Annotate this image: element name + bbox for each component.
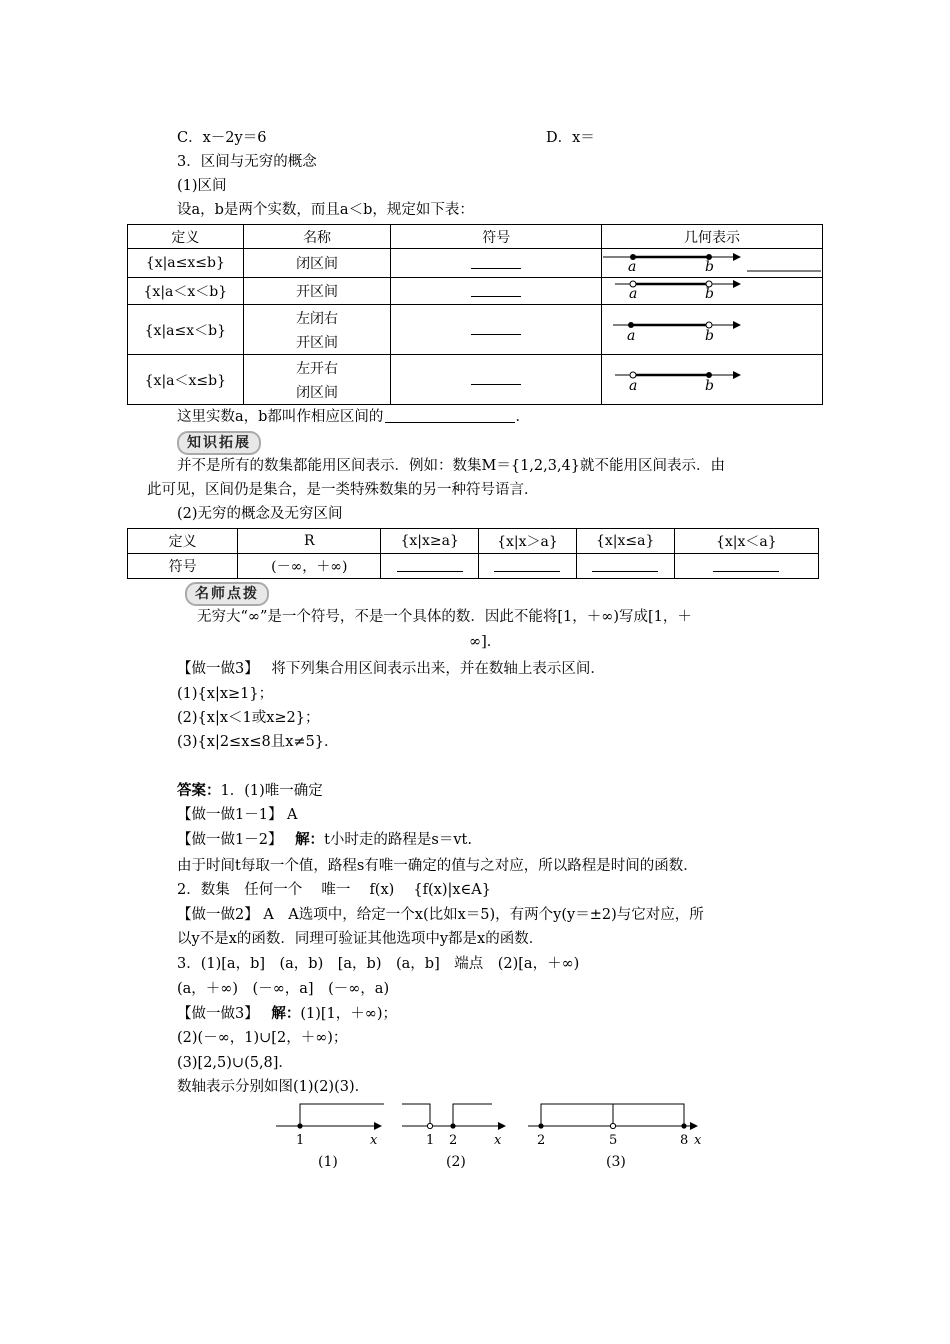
label-b: b <box>705 327 714 343</box>
cell-blank <box>576 554 674 579</box>
fig3-axis-label: x <box>694 1133 702 1148</box>
row-name-line2: 开区间 <box>296 334 339 351</box>
answer-line9: (a，＋∞) (－∞，a] (－∞，a) <box>177 981 390 997</box>
row-symbol-blank <box>391 278 602 305</box>
try3-item1: (1){x|x≥1}； <box>177 686 274 702</box>
row-name <box>243 355 391 405</box>
fig1-tick-1: 1 <box>296 1133 305 1148</box>
row-geometry <box>602 355 823 405</box>
answer-10-head: 【做一做3】 <box>177 1006 259 1022</box>
header-geometry: 几何表示 <box>602 225 823 249</box>
try3-item2: (2){x|x＜1或x≥2}； <box>177 710 320 726</box>
table-row <box>128 554 819 579</box>
figure-3 <box>528 1104 702 1170</box>
table-header-row <box>128 225 823 249</box>
open-interval-diagram <box>603 278 821 300</box>
answer-label: 答案： <box>177 782 221 799</box>
expand-line1: 并不是所有的数集都能用区间表示．例如：数集M＝{1,2,3,4}就不能用区间表示．由 <box>177 458 726 474</box>
answer-line11: (2)(－∞，1)∪[2，＋∞)； <box>177 1030 348 1046</box>
label-a: a <box>628 259 637 273</box>
fig3-caption: (3) <box>606 1154 626 1170</box>
row-name-line1: 左闭右 <box>296 310 339 327</box>
expand-line2: 此可见，区间仍是集合，是一类特殊数集的另一种符号语言． <box>147 482 539 498</box>
answer-3-head: 【做一做1－2】 <box>177 832 283 848</box>
tip-line2: ∞]． <box>469 634 502 650</box>
answer-line1 <box>177 781 323 801</box>
cell-ge-a: {x|x≥a} <box>381 529 479 554</box>
option-c: C．x－2y＝6 <box>177 130 267 146</box>
try3-item3: (3){x|2≤x≤8且x≠5}． <box>177 734 339 750</box>
section-3-title: 3．区间与无穷的概念 <box>177 154 317 170</box>
label-a: a <box>627 327 636 343</box>
tip-line1: 无穷大“∞”是一个符号，不是一个具体的数．因此不能将[1，＋∞)写成[1，＋ <box>197 609 692 625</box>
cell-le-a: {x|x≤a} <box>576 529 674 554</box>
interval-intro: 设a，b是两个实数，而且a＜b，规定如下表： <box>177 202 474 218</box>
row-geometry <box>602 278 823 305</box>
figure-1 <box>276 1104 384 1170</box>
closed-interval-diagram <box>603 249 821 273</box>
answer-10-text: (1)[1，＋∞)； <box>300 1006 398 1022</box>
badge-teacher-tip: 名师点拨 <box>185 582 269 606</box>
cell-definition: 定义 <box>128 529 238 554</box>
answer-1: 1．(1)唯一确定 <box>220 783 323 799</box>
fig2-tick-2: 2 <box>449 1133 458 1148</box>
endpoint-note: 这里实数a，b都叫作相应区间的 ． <box>177 409 530 425</box>
answer-line3 <box>177 830 472 850</box>
row-name: 开区间 <box>243 278 391 305</box>
left-closed-interval-diagram <box>603 313 821 343</box>
fig3-tick-8: 8 <box>680 1133 689 1148</box>
table-row <box>128 529 819 554</box>
row-name: 闭区间 <box>243 249 391 278</box>
table-row <box>128 249 823 278</box>
cell-blank <box>479 554 577 579</box>
interval-table <box>127 224 823 405</box>
infinity-table <box>127 528 819 579</box>
answer-line13: 数轴表示分别如图(1)(2)(3)． <box>177 1079 370 1095</box>
answer-10-bold: 解： <box>271 1005 301 1022</box>
row-symbol-blank <box>391 355 602 405</box>
row-definition: {x|a＜x＜b} <box>128 278 244 305</box>
answer-3-text: t小时走的路程是s＝vt. <box>324 832 472 848</box>
label-a: a <box>629 377 638 393</box>
row-definition: {x|a≤x≤b} <box>128 249 244 278</box>
label-a: a <box>629 286 638 300</box>
row-name <box>243 305 391 355</box>
cell-symbol-label: 符号 <box>128 554 238 579</box>
try3-text: 将下列集合用区间表示出来，并在数轴上表示区间． <box>271 661 605 677</box>
left-open-interval-diagram <box>603 363 821 393</box>
number-line-figures <box>270 1098 720 1173</box>
header-name: 名称 <box>243 225 391 249</box>
try3-head: 【做一做3】 <box>177 661 259 677</box>
row-definition: {x|a≤x＜b} <box>128 305 244 355</box>
row-definition: {x|a＜x≤b} <box>128 355 244 405</box>
label-b: b <box>705 286 714 300</box>
badge-knowledge-expand: 知识拓展 <box>177 431 261 455</box>
row-symbol-blank <box>391 249 602 278</box>
endpoint-note-text: 这里实数a，b都叫作相应区间的 <box>177 409 384 425</box>
row-name-line2: 闭区间 <box>296 384 339 401</box>
fig1-axis-label: x <box>370 1133 378 1148</box>
fig3-tick-2: 2 <box>537 1133 546 1148</box>
header-definition: 定义 <box>128 225 244 249</box>
fig2-axis-label: x <box>494 1133 502 1148</box>
option-d: D．x＝ <box>546 130 595 146</box>
row-symbol-blank <box>391 305 602 355</box>
answer-line2: 【做一做1－1】 A <box>177 807 298 823</box>
subsection-interval: (1)区间 <box>177 178 227 194</box>
label-b: b <box>705 259 714 273</box>
cell-blank <box>381 554 479 579</box>
answer-line5: 2．数集 任何一个 唯一 f(x) {f(x)|x∈A} <box>177 882 491 898</box>
answer-line6: 【做一做2】 A A选项中，给定一个x(比如x＝5)，有两个y(y＝±2)与它对应，所 <box>177 907 704 923</box>
answer-line12: (3)[2,5)∪(5,8]． <box>177 1055 293 1071</box>
row-name-line1: 左开右 <box>296 360 339 377</box>
subsection-infinity: (2)无穷的概念及无穷区间 <box>177 506 343 522</box>
table-row <box>128 305 823 355</box>
fig3-tick-5: 5 <box>609 1133 618 1148</box>
try3-line <box>177 659 605 679</box>
header-symbol: 符号 <box>391 225 602 249</box>
table-row <box>128 355 823 405</box>
answer-line8: 3．(1)[a，b] (a，b) [a，b) (a，b] 端点 (2)[a，＋∞) <box>177 956 580 972</box>
table-row <box>128 278 823 305</box>
fig2-caption: (2) <box>446 1154 466 1170</box>
answer-line4: 由于时间t每取一个值，路程s有唯一确定的值与之对应，所以路程是时间的函数． <box>177 858 698 874</box>
cell-gt-a: {x|x＞a} <box>479 529 577 554</box>
fig2-tick-1: 1 <box>426 1133 435 1148</box>
fig1-caption: (1) <box>318 1154 338 1170</box>
row-geometry <box>602 305 823 355</box>
cell-lt-a: {x|x＜a} <box>674 529 818 554</box>
answer-line10 <box>177 1004 397 1024</box>
answer-line7: 以y不是x的函数．同理可验证其他选项中y都是x的函数． <box>177 931 544 947</box>
figure-2 <box>402 1104 506 1170</box>
cell-r: R <box>238 529 381 554</box>
answer-3-bold: 解： <box>295 831 325 848</box>
row-geometry <box>602 249 823 278</box>
label-b: b <box>705 377 714 393</box>
cell-all-reals: (－∞，＋∞) <box>238 554 381 579</box>
cell-blank <box>674 554 818 579</box>
